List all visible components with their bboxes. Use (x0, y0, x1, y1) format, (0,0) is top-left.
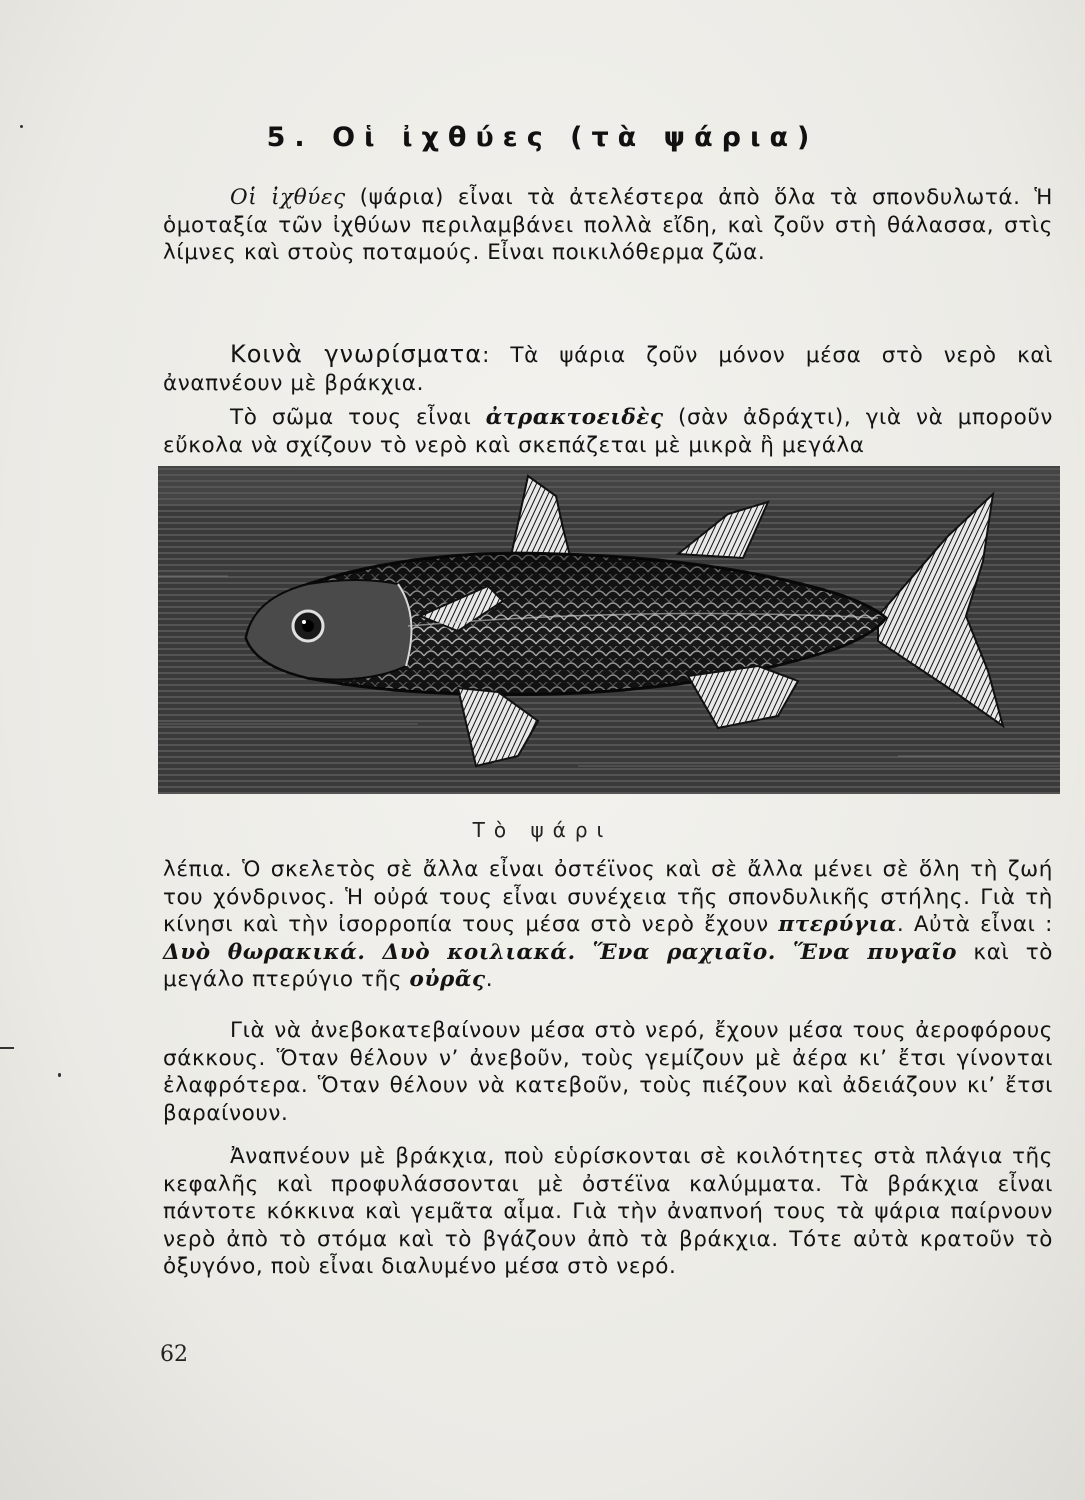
term-tail: οὐρᾶς (409, 967, 486, 993)
intro-text: (ψάρια) εἶναι τὰ ἀτελέστερα ἀπὸ ὅλα τὰ σπονδυλωτά. Ἡ ὁμοταξία τῶν ἰχθύων περιλαμβάνει πολλὰ εἴδη, καὶ ζοῦν στὴ θάλασσα, στὶς λίμνες καὶ στοὺς ποταμούς. Εἶναι ποικιλόθερμα ζῶα. (163, 185, 1053, 266)
swim-bladder-text: Γιὰ νὰ ἀνεβοκατεβαίνουν μέσα στὸ νερό, ἔχουν μέσα τους ἀεροφόρους σάκκους. Ὅταν θέλουν ν’ ἀνεβοῦν, τοὺς γεμίζουν μὲ ἀέρα κι’ ἔτσι γίνονται ἐλαφρότερα. Ὅταν θέλουν νὰ κατεβοῦν, τοὺς πιέζουν καὶ ἀδειάζουν κι’ ἔτσι βαραίνουν. (163, 1018, 1053, 1126)
common-features-paragraph (163, 341, 1053, 397)
text-run: . Αὐτὰ εἶναι : (896, 912, 1053, 938)
text-run: καὶ τὸ μεγάλο πτερύγιο τῆς (163, 939, 1053, 993)
term-fish: Οἱ ἰχθύες (230, 185, 346, 210)
page-number: 62 (160, 1342, 188, 1367)
features-text: : Τὰ ψάρια ζοῦν μόνον μέσα στὸ νερὸ καὶ ἀναπνέουν μὲ βράκχια. (163, 343, 1053, 396)
fish-illustration (158, 466, 1060, 794)
breathing-text: Ἀναπνέουν μὲ βράκχια, ποὺ εὑρίσκονται σὲ κοιλότητες στὰ πλάγια τῆς κεφαλῆς καὶ προφυλάσσονται μὲ ὀστέϊνα καλύμματα. Τὰ βράκχια εἶναι πάντοτε κόκκινα καὶ γεμᾶτα αἷμα. Γιὰ τὴν ἀναπνοή τους τὰ ψάρια παίρνουν νερὸ ἀπὸ τὸ στόμα καὶ τὸ βγάζουν ἀπὸ τὰ βράκχια. Τότε αὐτὰ κρατοῦν τὸ ὀξυγόνο, ποὺ εἶναι διαλυμένο μέσα στὸ νερό. (163, 1144, 1053, 1280)
fish-figure (158, 466, 1060, 794)
page-title: 5. Οἱ ἰχθύες (τὰ ψάρια) (266, 122, 819, 153)
text-run: . (485, 967, 494, 993)
fin-types: Δυὸ θωρακικά. Δυὸ κοιλιακά. Ἕνα ραχιαῖο. Ἕνα πυγαῖο (163, 939, 958, 965)
section-heading: Κοινὰ γνωρίσματα (230, 340, 483, 368)
scales-paragraph (163, 856, 1053, 994)
margin-dot (58, 1073, 61, 1077)
margin-mark (0, 1047, 14, 1049)
figure-caption: Τὸ ψάρι (472, 818, 613, 842)
swim-bladder-paragraph (163, 1017, 1053, 1127)
intro-paragraph (163, 184, 1053, 267)
body-text-after: (σὰν ἀδράχτι), γιὰ νὰ μποροῦν εὔκολα νὰ σχίζουν τὸ νερὸ καὶ σκεπάζεται μὲ μικρὰ ἢ μεγάλα (163, 405, 1053, 458)
body-shape-paragraph (163, 404, 1053, 459)
breathing-paragraph (163, 1143, 1053, 1281)
term-fusiform: ἀτρακτοειδὲς (485, 405, 664, 430)
term-fins: πτερύγια (778, 912, 897, 938)
body-text-before: Τὸ σῶμα τους εἶναι (230, 405, 486, 430)
text-run: λέπια. Ὁ σκελετὸς σὲ ἄλλα εἶναι ὀστέϊνος καὶ σὲ ἄλλα μένει σὲ ὅλη τὴ ζωή του χόνδρινος. Ἡ οὐρά τους εἶναι συνέχεια τῆς σπονδυλικῆς στήλης. Γιὰ τὴ κίνησι καὶ τὴν ἰσορροπία τους μέσα στὸ νερὸ ἔχουν (163, 857, 1053, 938)
